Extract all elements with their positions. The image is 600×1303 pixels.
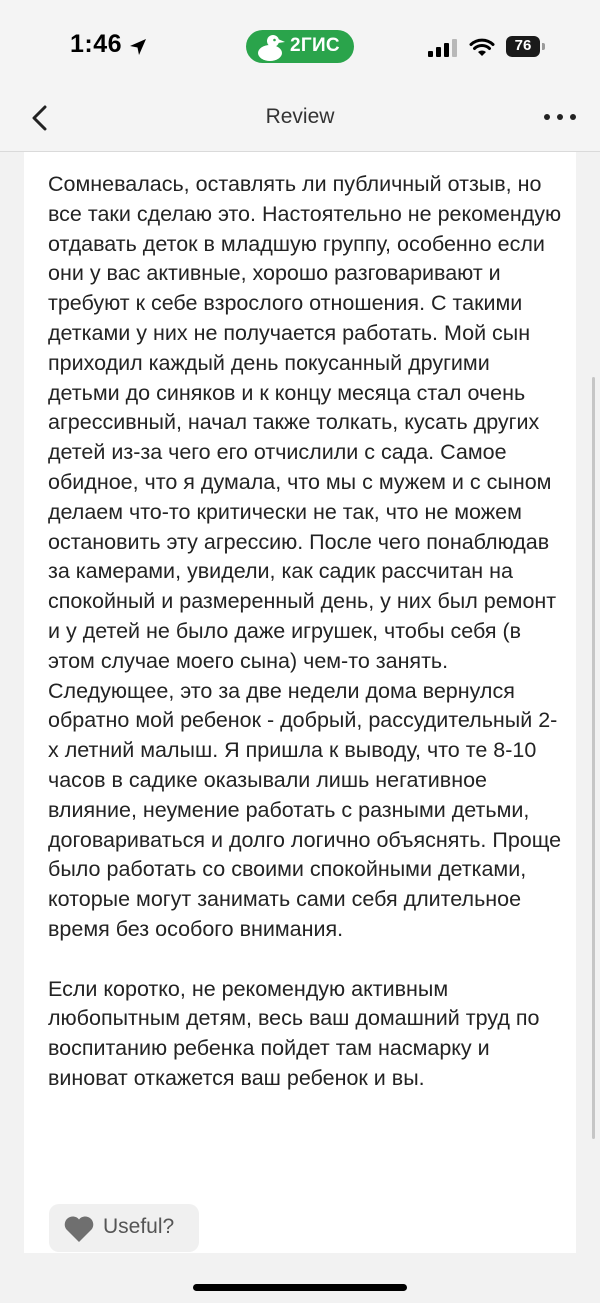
status-time: 1:46 [70,30,123,58]
chevron-left-icon [22,98,62,138]
useful-button-label: Useful? [103,1215,175,1238]
cellular-signal-icon [428,39,458,57]
page-title: Review [265,105,335,128]
review-paragraph-1: Сомневалась, оставлять ли публичный отзыв, но все таки сделаю это. Настоятельно не рекомендую отдавать деток в младшую группу, особенно если они у вас активные, хорошо разговаривают и требуют к себе взрослого отношения. С такими детками у них не получается работать. Мой сын приходил каждый день покусанный другими детьми до синяков и к концу месяца стал очень агрессивный, начал также толкать, кусать других детей из-за чего его отчислили с сада. Самое обидное, что я думала, что мы с мужем и с сыном делаем что-то критически не так, что не можем остановить эту агрессию. После чего понаблюдав за камерами, увидели, как садик рассчитан на спокойный и размеренный день, у них был ремонт и у детей не было даже игрушек, чтобы себя (в этом случае моего сына) чем-то занять. Следующее, это за две недели дома вернулся обратно мой ребенок - добрый, рассудительный 2-х летний малыш. Я пришла к выводу, что те 8-10 часов в садике оказывали лишь негативное влияние, неумение работать с разными детьми, договариваться и долго логично объяснять. Проще было работать со своими спокойными детками, которые могут занимать сами себя длительное время без особого внимания. [48,172,562,941]
useful-button[interactable] [49,1204,199,1252]
top-area [0,0,600,152]
more-dots-icon [538,102,584,132]
nav-bar [0,92,600,148]
heart-icon [63,1215,95,1243]
review-card [24,152,576,1253]
bird-logo-icon [256,33,286,61]
wifi-icon [469,37,495,57]
status-bar [0,0,600,90]
home-indicator[interactable] [193,1284,407,1291]
more-options-button[interactable] [538,102,584,132]
review-paragraph-2: Если коротко, не рекомендую активным любопытным детям, весь ваш домашний труд по воспитанию ребенка пойдет там насмарку и виноват откажется ваш ребенок и вы. [48,976,540,1090]
app-badge-label: 2ГИС [290,35,340,56]
back-button[interactable] [22,98,62,138]
scrollbar[interactable] [592,377,595,1139]
battery-level: 76 [514,37,532,54]
battery-tip [542,43,545,50]
location-arrow-icon [128,37,148,57]
review-text [48,170,564,1124]
back-to-app-badge[interactable] [246,30,354,63]
